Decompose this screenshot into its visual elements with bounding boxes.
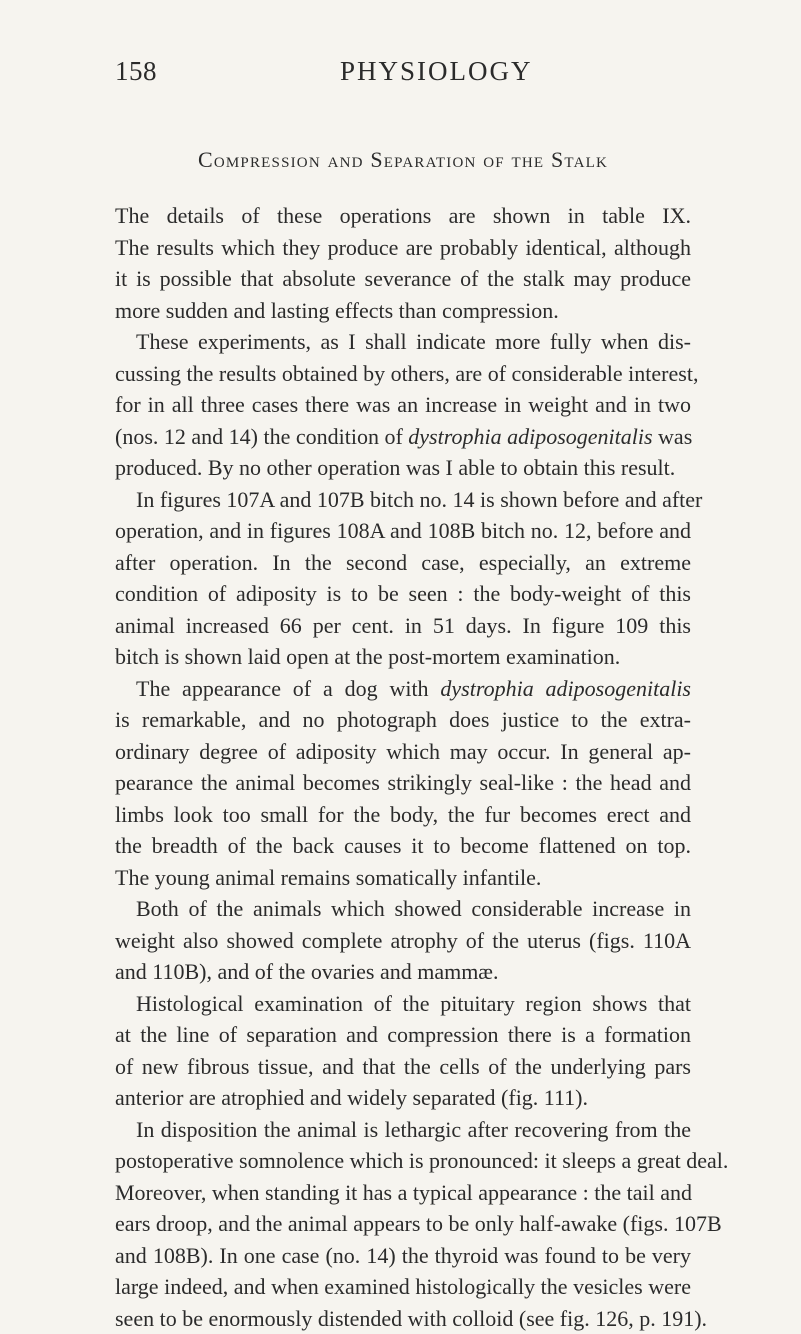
section-heading: Compression and Separation of the Stalk bbox=[115, 145, 691, 175]
text-line: for in all three cases there was an increase in weight and in two bbox=[115, 389, 691, 421]
text-line: large indeed, and when examined histologically the vesicles were bbox=[115, 1271, 691, 1303]
text-line: condition of adiposity is to be seen : the body-weight of this bbox=[115, 578, 691, 610]
running-head bbox=[115, 53, 691, 89]
italic-term: dystrophia adiposogenitalis bbox=[408, 424, 652, 449]
text-line: limbs look too small for the body, the fur becomes erect and bbox=[115, 799, 691, 831]
text-fragment: The appearance of a dog with bbox=[136, 676, 440, 701]
text-line: anterior are atrophied and widely separated (fig. 111). bbox=[115, 1082, 691, 1114]
text-line: postoperative somnolence which is pronounced: it sleeps a great deal. bbox=[115, 1145, 691, 1177]
text-line bbox=[115, 421, 691, 453]
text-line: These experiments, as I shall indicate more fully when dis- bbox=[115, 326, 691, 358]
text-line: is remarkable, and no photograph does justice to the extra- bbox=[115, 704, 691, 736]
text-line: seen to be enormously distended with colloid (see fig. 126, p. 191). bbox=[115, 1303, 691, 1334]
text-line: animal increased 66 per cent. in 51 days. In figure 109 this bbox=[115, 610, 691, 642]
text-line: In disposition the animal is lethargic after recovering from the bbox=[115, 1114, 691, 1146]
text-line: the breadth of the back causes it to become flattened on top. bbox=[115, 830, 691, 862]
text-line: bitch is shown laid open at the post-mortem examination. bbox=[115, 641, 691, 673]
text-line: at the line of separation and compression there is a formation bbox=[115, 1019, 691, 1051]
text-line: pearance the animal becomes strikingly seal-like : the head and bbox=[115, 767, 691, 799]
text-line: operation, and in figures 108A and 108B bitch no. 12, before and bbox=[115, 515, 691, 547]
text-line: Both of the animals which showed considerable increase in bbox=[115, 893, 691, 925]
text-line: The details of these operations are shown in table IX. bbox=[115, 200, 691, 232]
body-text bbox=[115, 200, 691, 1334]
text-line: cussing the results obtained by others, are of considerable interest, bbox=[115, 358, 691, 390]
page-number: 158 bbox=[115, 53, 157, 89]
text-line: produced. By no other operation was I able to obtain this result. bbox=[115, 452, 691, 484]
italic-term: dystrophia adiposogenitalis bbox=[440, 676, 691, 701]
text-line bbox=[115, 673, 691, 705]
text-line: and 108B). In one case (no. 14) the thyroid was found to be very bbox=[115, 1240, 691, 1272]
text-line: Moreover, when standing it has a typical appearance : the tail and bbox=[115, 1177, 691, 1209]
text-line: Histological examination of the pituitary region shows that bbox=[115, 988, 691, 1020]
running-title: PHYSIOLOGY bbox=[340, 53, 533, 89]
text-fragment: (nos. 12 and 14) the condition of bbox=[115, 424, 408, 449]
text-line: The young animal remains somatically infantile. bbox=[115, 862, 691, 894]
text-line: ears droop, and the animal appears to be only half-awake (figs. 107B bbox=[115, 1208, 691, 1240]
text-fragment: was bbox=[653, 424, 693, 449]
text-line: The results which they produce are probably identical, although bbox=[115, 232, 691, 264]
text-line: it is possible that absolute severance of the stalk may produce bbox=[115, 263, 691, 295]
text-line: more sudden and lasting effects than compression. bbox=[115, 295, 691, 327]
text-line: In figures 107A and 107B bitch no. 14 is shown before and after bbox=[115, 484, 691, 516]
text-line: and 110B), and of the ovaries and mammæ. bbox=[115, 956, 691, 988]
text-line: weight also showed complete atrophy of the uterus (figs. 110A bbox=[115, 925, 691, 957]
text-line: ordinary degree of adiposity which may occur. In general ap- bbox=[115, 736, 691, 768]
text-line: after operation. In the second case, especially, an extreme bbox=[115, 547, 691, 579]
text-line: of new fibrous tissue, and that the cells of the underlying pars bbox=[115, 1051, 691, 1083]
